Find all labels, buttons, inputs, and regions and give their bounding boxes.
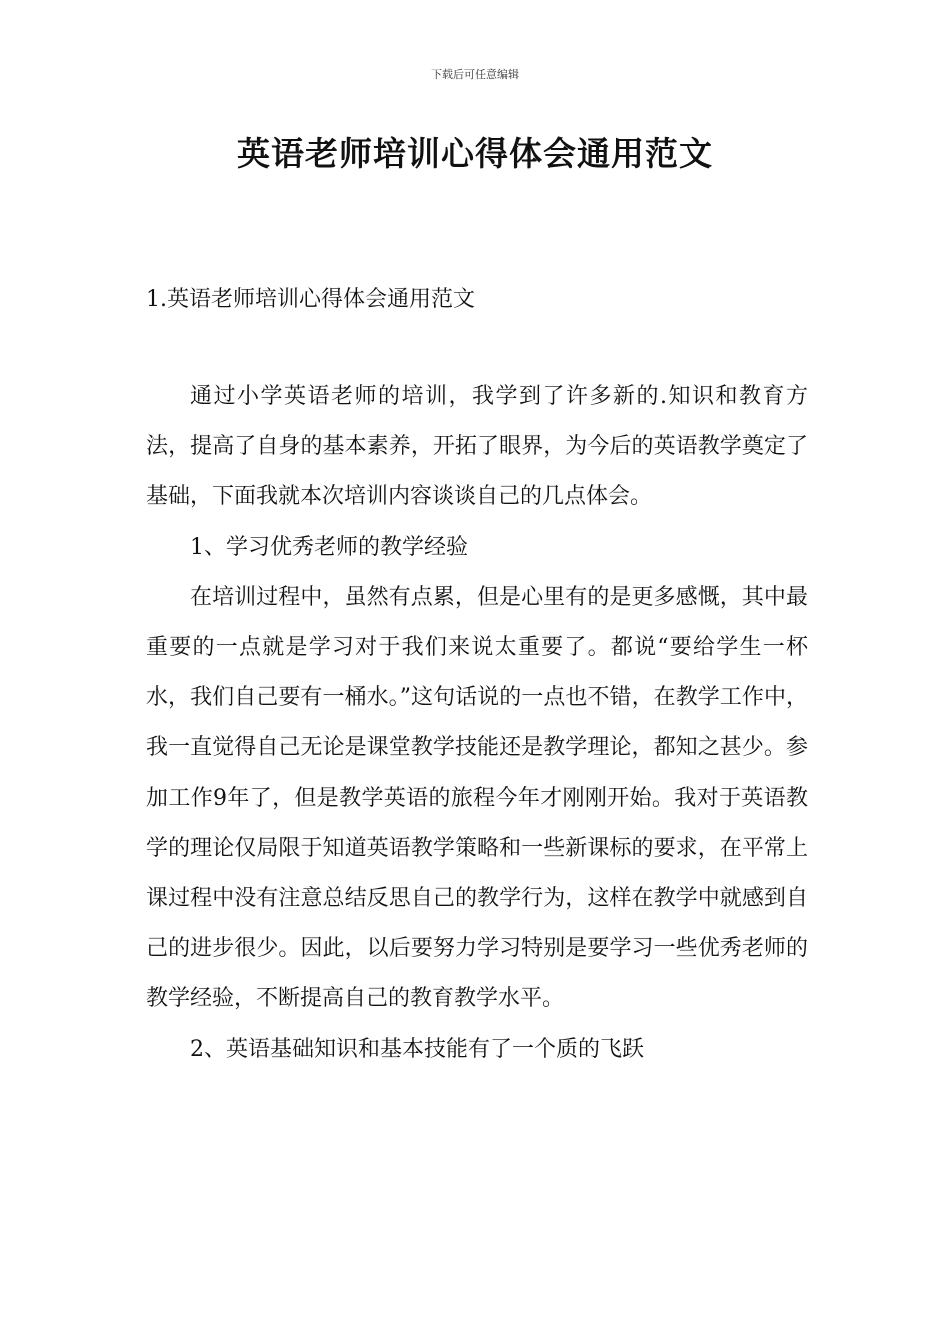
section-heading: 1.英语老师培训心得体会通用范文 [146,287,475,312]
document-title: 英语老师培训心得体会通用范文 [237,134,713,173]
document-body [146,372,808,1075]
paragraph-intro: 通过小学英语老师的培训，我学到了许多新的.知识和教育方法，提高了自身的基本素养，开拓了眼界，为今后的英语教学奠定了基础，下面我就本次培训内容谈谈自己的几点体会。 [146,384,808,510]
header-note: 下载后可任意编辑 [431,68,519,81]
paragraph-1: 在培训过程中，虽然有点累，但是心里有的是更多感慨，其中最重要的一点就是学习对于我们来说太重要了。都说“要给学生一杯水，我们自己要有一桶水。”这句话说的一点也不错，在教学工作中，我一直觉得自己无论是课堂教学技能还是教学理论，都知之甚少。参加工作9年了，但是教学英语的旅程今年才刚刚开始。我对于英语教学的理论仅局限于知道英语教学策略和一些新课标的要求，在平常上课过程中没有注意总结反思自己的教学行为，这样在教学中就感到自己的进步很少。因此，以后要努力学习特别是要学习一些优秀老师的教学经验，不断提高自己的教育教学水平。 [146,584,808,1012]
subheading-1: 1、学习优秀老师的教学经验 [190,534,468,560]
subheading-2: 2、英语基础知识和基本技能有了一个质的飞跃 [190,1036,644,1062]
